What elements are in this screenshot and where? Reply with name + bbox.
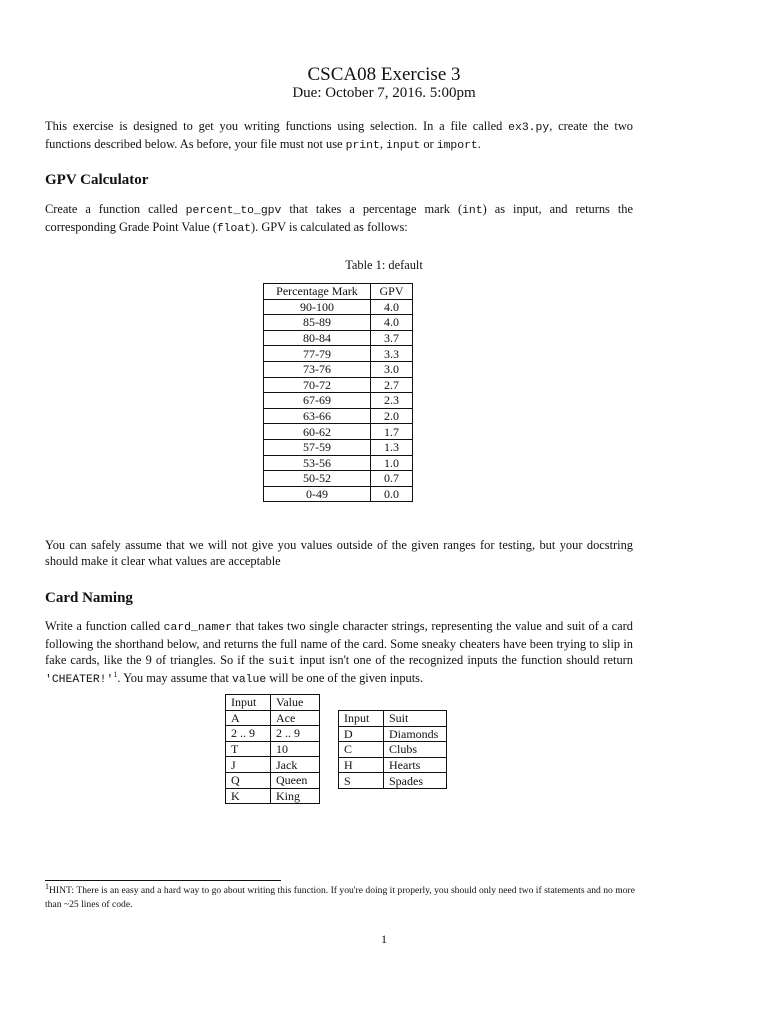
table-cell: A <box>226 710 271 726</box>
gpv-text: Create a function called <box>45 202 186 216</box>
table-cell: 0.7 <box>371 471 413 487</box>
table-row <box>264 486 413 502</box>
table-cell: 57-59 <box>264 439 371 455</box>
function-name-code: percent_to_gpv <box>185 205 282 217</box>
table-row <box>339 742 447 758</box>
table-cell: 50-52 <box>264 471 371 487</box>
table-cell: 4.0 <box>371 299 413 315</box>
punctuation: . <box>477 137 481 151</box>
table-cell: 67-69 <box>264 393 371 409</box>
table-row <box>264 408 413 424</box>
column-header: Input <box>226 695 271 711</box>
range-note: You can safely assume that we will not give you values outside of the given ranges for testing, but your docstring should make it clear what values are acceptable <box>45 538 633 568</box>
table-cell: H <box>339 757 384 773</box>
table-cell: 4.0 <box>371 315 413 331</box>
table-cell: Hearts <box>384 757 447 773</box>
table-row <box>339 773 447 789</box>
table-cell: K <box>226 788 271 804</box>
table-cell: 80-84 <box>264 330 371 346</box>
keyword-import: import <box>436 140 478 152</box>
table-cell: 90-100 <box>264 299 371 315</box>
card-text: Write a function called <box>45 619 164 633</box>
table-row <box>226 757 320 773</box>
keyword-input: input <box>386 140 421 152</box>
due-date: Due: October 7, 2016. 5:00pm <box>292 85 476 101</box>
table-cell: 77-79 <box>264 346 371 362</box>
table-cell: 2.0 <box>371 408 413 424</box>
table-cell: 1.7 <box>371 424 413 440</box>
function-name-code: card_namer <box>163 622 233 634</box>
footnote-marker: 1 <box>45 881 49 891</box>
table-header-row <box>339 711 447 727</box>
table-row <box>264 455 413 471</box>
table-row <box>226 772 320 788</box>
card-text: will be one of the given inputs. <box>266 671 424 685</box>
table-cell: 53-56 <box>264 455 371 471</box>
table-row <box>264 377 413 393</box>
table-cell: Q <box>226 772 271 788</box>
table-row <box>264 346 413 362</box>
value-table-body <box>226 710 320 804</box>
table-row <box>264 361 413 377</box>
table-cell: Diamonds <box>384 726 447 742</box>
table-row <box>264 439 413 455</box>
table-row <box>339 726 447 742</box>
page-number: 1 <box>381 932 387 946</box>
table-row <box>339 757 447 773</box>
table-cell: 1.0 <box>371 455 413 471</box>
table-row <box>226 710 320 726</box>
table-cell: 3.0 <box>371 361 413 377</box>
footnote-marker: 1 <box>113 669 118 679</box>
table-cell: 2.7 <box>371 377 413 393</box>
section-heading-card: Card Naming <box>45 590 133 606</box>
table-cell: C <box>339 742 384 758</box>
card-text: that takes two single character strings, representing the value and suit of a card following the shorthand below, and returns the full name of the card. Some sneaky cheaters have been trying to slip in fake cards, like the 9 of triangles. So if the <box>45 619 633 667</box>
column-header: Input <box>339 711 384 727</box>
column-header: GPV <box>371 284 413 300</box>
column-header: Suit <box>384 711 447 727</box>
table-row <box>264 471 413 487</box>
table-cell: 60-62 <box>264 424 371 440</box>
gpv-text: that takes a percentage mark ( <box>281 202 463 216</box>
table-header-row <box>264 284 413 300</box>
table-cell: 2 .. 9 <box>271 726 320 742</box>
footnote-text: HINT: There is an easy and a hard way to go about writing this function. If you're doing it properly, you should only need two if statements and no more than ~25 lines of code. <box>45 885 635 910</box>
card-text: . You may assume that <box>117 671 232 685</box>
table-cell: 85-89 <box>264 315 371 331</box>
table-cell: J <box>226 757 271 773</box>
footnote <box>45 881 635 912</box>
footnote-rule <box>45 880 281 881</box>
table-row <box>264 424 413 440</box>
table-cell: Ace <box>271 710 320 726</box>
table-row <box>264 299 413 315</box>
separator: , <box>379 137 387 151</box>
suit-table <box>338 710 447 789</box>
gpv-paragraph <box>45 201 633 237</box>
type-float-code: float <box>216 223 252 235</box>
table-cell: 70-72 <box>264 377 371 393</box>
table-row <box>264 393 413 409</box>
filename-code: ex3.py <box>508 122 550 134</box>
gpv-text: ). GPV is calculated as follows: <box>251 220 408 234</box>
intro-text: , create the two functions described below. As before, your file must not use <box>45 119 633 151</box>
keyword-print: print <box>345 140 380 152</box>
value-table <box>225 694 320 804</box>
table-row <box>226 726 320 742</box>
table-header-row <box>226 695 320 711</box>
param-value-code: value <box>231 674 267 686</box>
table-cell: 0-49 <box>264 486 371 502</box>
gpv-table <box>263 283 413 502</box>
table-cell: 3.7 <box>371 330 413 346</box>
table-cell: Queen <box>271 772 320 788</box>
table-caption: Table 1: default <box>345 258 423 272</box>
table-cell: Clubs <box>384 742 447 758</box>
table-cell: 63-66 <box>264 408 371 424</box>
column-header: Value <box>271 695 320 711</box>
table-cell: 73-76 <box>264 361 371 377</box>
type-int-code: int <box>462 205 483 217</box>
gpv-text: ) as input, and returns the corresponding Grade Point Value ( <box>45 202 633 234</box>
table-cell: 1.3 <box>371 439 413 455</box>
table-cell: 2.3 <box>371 393 413 409</box>
intro-text: This exercise is designed to get you writing functions using selection. In a file called <box>45 119 509 133</box>
separator: or <box>420 137 437 151</box>
table-row <box>264 330 413 346</box>
table-cell: 10 <box>271 741 320 757</box>
column-header: Percentage Mark <box>264 284 371 300</box>
param-suit-code: suit <box>268 656 296 668</box>
table-row <box>226 788 320 804</box>
table-cell: S <box>339 773 384 789</box>
cheater-string-code: 'CHEATER!' <box>45 674 114 686</box>
gpv-table-body <box>264 299 413 502</box>
suit-table-body <box>339 726 447 788</box>
table-cell: 0.0 <box>371 486 413 502</box>
document-title: CSCA08 Exercise 3 <box>307 64 461 85</box>
table-row <box>264 315 413 331</box>
card-paragraph <box>45 618 633 688</box>
table-cell: King <box>271 788 320 804</box>
table-cell: D <box>339 726 384 742</box>
table-row <box>226 741 320 757</box>
card-text: input isn't one of the recognized inputs the function should return <box>295 653 634 667</box>
table-cell: Jack <box>271 757 320 773</box>
section-heading-gpv: GPV Calculator <box>45 172 149 188</box>
intro-paragraph <box>45 118 633 154</box>
table-cell: Spades <box>384 773 447 789</box>
table-cell: 2 .. 9 <box>226 726 271 742</box>
table-cell: T <box>226 741 271 757</box>
table-cell: 3.3 <box>371 346 413 362</box>
